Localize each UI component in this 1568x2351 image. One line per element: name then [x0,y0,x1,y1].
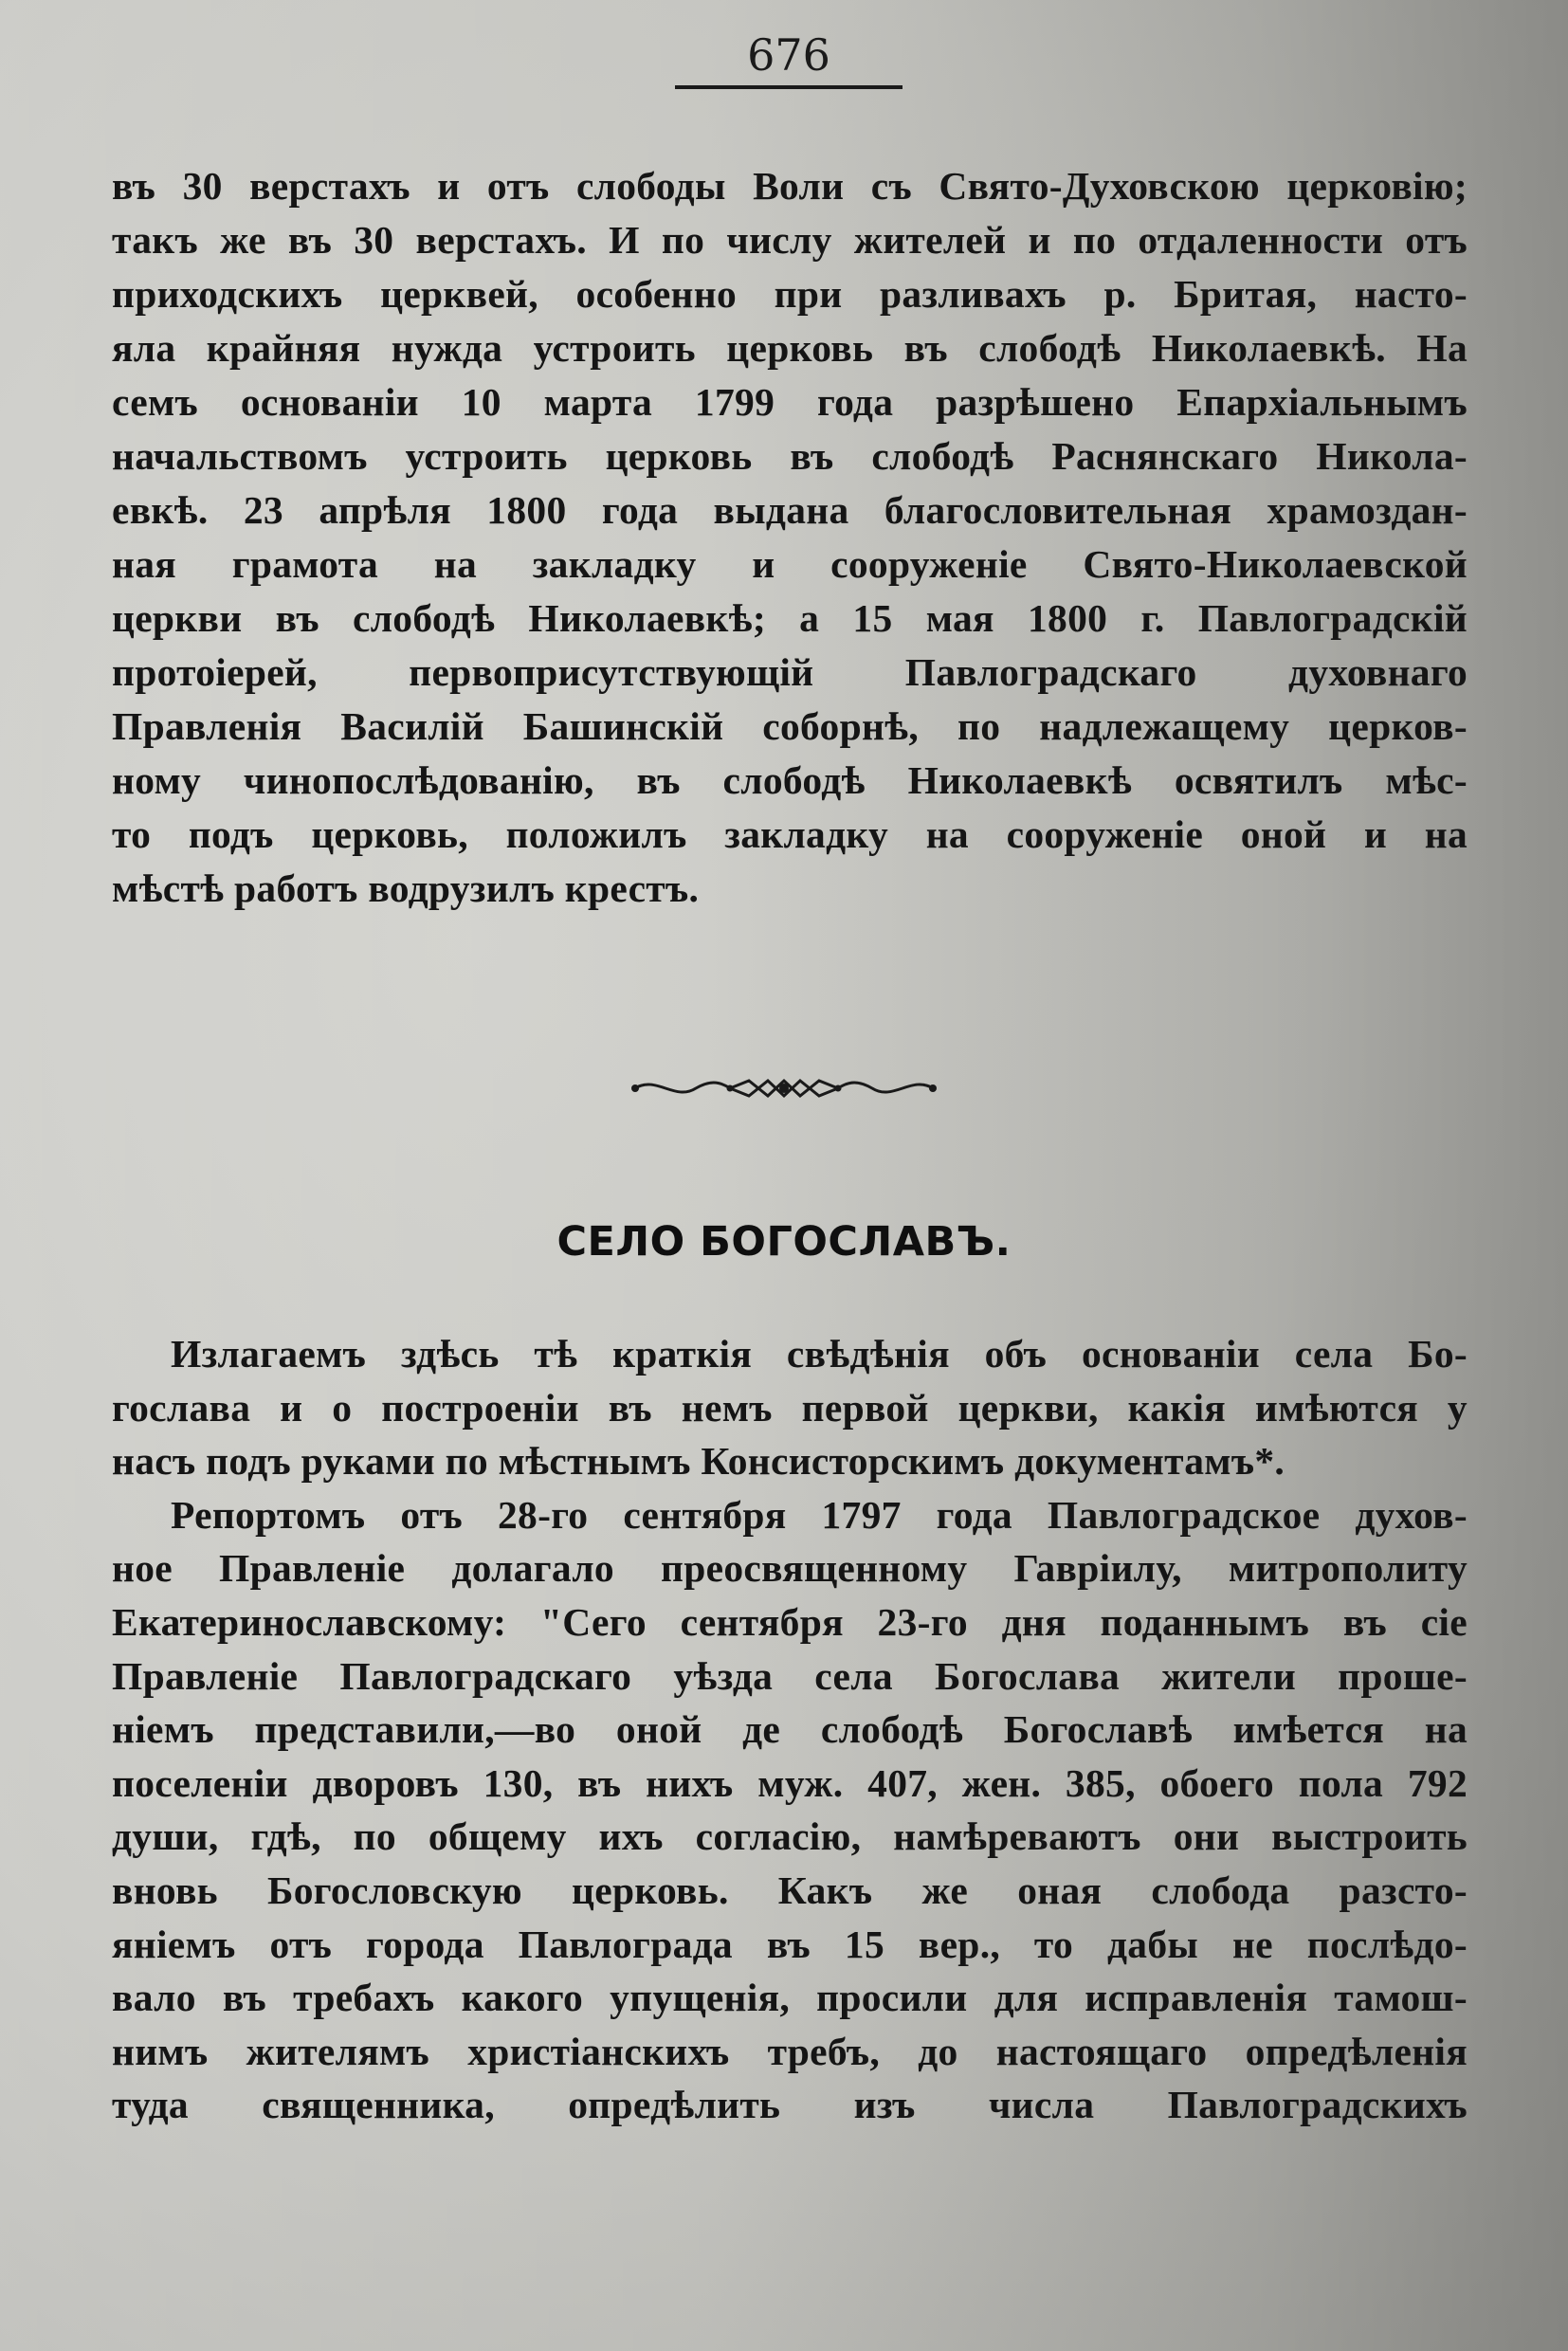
text-line: начальствомъ устроить церковь въ слободѣ Раснянскаго Никола- [112,434,1468,478]
text-line: Правленіе Павлоградскаго уѣзда села Богослава жители проше- [112,1653,1468,1698]
text-line: ное Правленіе долагало преосвященному Гавріилу, митрополиту [112,1546,1468,1591]
text-line: мѣстѣ работъ водрузилъ крестъ. [112,866,700,910]
text-line: церкви въ слободѣ Николаевкѣ; а 15 мая 1800 г. Павлоградскій [112,596,1468,640]
text-line: поселеніи дворовъ 130, въ нихъ муж. 407, жен. 385, обоего пола 792 [112,1760,1468,1805]
text-line: нимъ жителямъ христіанскихъ требъ, до настоящаго опредѣленія [112,2029,1468,2073]
text-line: ному чинопослѣдованію, въ слободѣ Николаевкѣ освятилъ мѣс- [112,758,1468,802]
text-line: Правленія Василій Башинскій соборнѣ, по надлежащему церков- [112,704,1468,748]
page-number: 676 [747,29,830,81]
text-line: ніемъ представили,—во оной де слободѣ Богославѣ имѣется на [112,1707,1468,1752]
section-one-text [112,159,1468,916]
text-line: Репортомъ отъ 28-го сентября 1797 года Павлоградское духов- [171,1492,1468,1537]
text-line: ная грамота на закладку и сооруженіе Свято-Николаевской [112,542,1468,586]
page-header [675,28,903,89]
text-line: Излагаемъ здѣсь тѣ краткія свѣдѣнія объ основаніи села Бо- [171,1332,1468,1376]
ornament-divider [628,1069,940,1107]
text-line: евкѣ. 23 апрѣля 1800 года выдана благословительная храмоздан- [112,488,1468,532]
section-two-text [112,1327,1468,2132]
text-line: семъ основаніи 10 марта 1799 года разрѣшено Епархіальнымъ [112,380,1468,424]
text-line: Екатеринославскому: "Сего сентября 23-го дня поданнымъ въ сіе [112,1599,1468,1644]
text-line: души, гдѣ, по общему ихъ согласію, намѣреваютъ они выстроить [112,1814,1468,1859]
page-number-rule [675,85,903,89]
text-line: туда священника, опредѣлить изъ числа Павлоградскихъ [112,2083,1468,2127]
text-line: протоіерей, первоприсутствующій Павлоградскаго духовнаго [112,650,1468,694]
text-line: вновь Богословскую церковь. Какъ же оная слобода разсто- [112,1868,1468,1912]
text-line: гослава и о построеніи въ немъ первой церкви, какія имѣются у [112,1385,1468,1430]
section-heading: СЕЛО БОГОСЛАВЪ. [556,1218,1012,1266]
text-line: приходскихъ церквей, особенно при разливахъ р. Бритая, насто- [112,272,1468,316]
text-line: вало въ требахъ какого упущенія, просили для исправленія тамош- [112,1976,1468,2020]
text-line: яніемъ отъ города Павлограда въ 15 вер., то дабы не послѣдо- [112,1922,1468,1966]
text-line: то подъ церковь, положилъ закладку на сооруженіе оной и на [112,812,1468,856]
text-line: въ 30 верстахъ и отъ слободы Воли съ Свято-Духовскою церковію; [112,164,1468,208]
text-line: яла крайняя нужда устроить церковь въ слободѣ Николаевкѣ. На [112,326,1468,370]
text-line: насъ подъ руками по мѣстнымъ Консисторскимъ документамъ*. [112,1439,1285,1484]
text-line: такъ же въ 30 верстахъ. И по числу жителей и по отдаленности отъ [112,218,1468,262]
